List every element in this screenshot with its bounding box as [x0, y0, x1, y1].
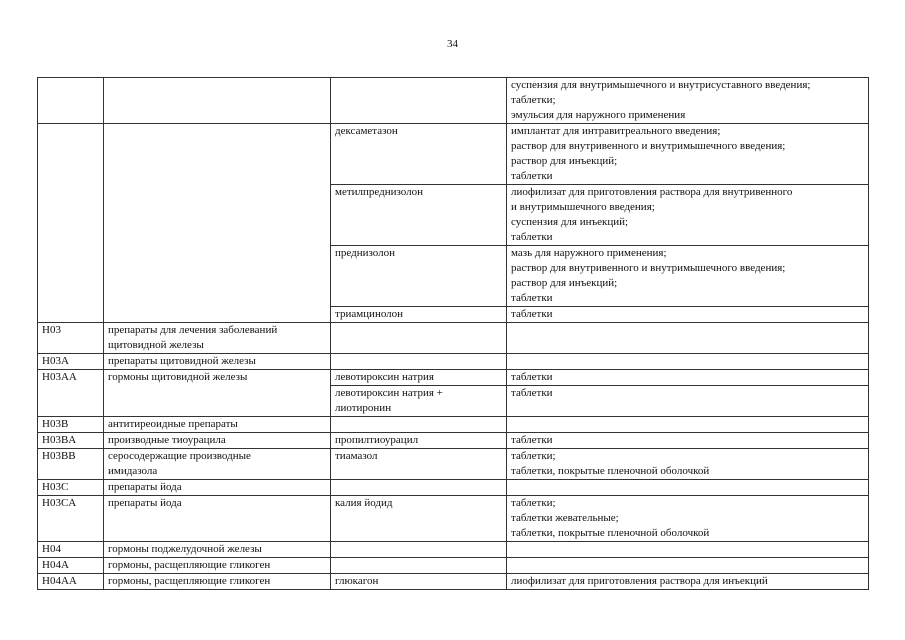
table-row: [38, 323, 869, 354]
atc-code-cell: H03C: [38, 480, 104, 496]
table-row: [38, 574, 869, 590]
drug-name-cell: метилпреднизолон: [331, 185, 507, 246]
atc-code-cell: H03BA: [38, 433, 104, 449]
table-row: [38, 496, 869, 542]
drug-name-cell: тиамазол: [331, 449, 507, 480]
group-name-cell: антитиреоидные препараты: [104, 417, 331, 433]
atc-code-cell: H03BB: [38, 449, 104, 480]
dosage-form-cell: таблетки: [507, 386, 869, 417]
drug-name-cell: глюкагон: [331, 574, 507, 590]
dosage-form-cell: таблетки; таблетки жевательные; таблетки, покрытые пленочной оболочкой: [507, 496, 869, 542]
group-name-cell: препараты для лечения заболеваний щитовидной железы: [104, 323, 331, 354]
drug-name-cell: [331, 354, 507, 370]
dosage-form-cell: [507, 417, 869, 433]
table-row: [38, 78, 869, 124]
dosage-form-cell: [507, 558, 869, 574]
atc-code-cell: H03B: [38, 417, 104, 433]
table-row: [38, 558, 869, 574]
group-name-cell: препараты йода: [104, 480, 331, 496]
dosage-form-cell: лиофилизат для приготовления раствора для внутривенного и внутримышечного введения; суспензия для инъекций; таблетки: [507, 185, 869, 246]
atc-code-cell: H04AA: [38, 574, 104, 590]
atc-code-cell: H04A: [38, 558, 104, 574]
group-name-cell: гормоны щитовидной железы: [104, 370, 331, 417]
group-name-cell: гормоны поджелудочной железы: [104, 542, 331, 558]
table-row: [38, 354, 869, 370]
drug-name-cell: [331, 78, 507, 124]
dosage-form-cell: таблетки: [507, 307, 869, 323]
dosage-form-cell: мазь для наружного применения; раствор для внутривенного и внутримышечного введения; раствор для инъекций; таблетки: [507, 246, 869, 307]
dosage-form-cell: имплантат для интравитреального введения; раствор для внутривенного и внутримышечного введения; раствор для инъекций; таблетки: [507, 124, 869, 185]
dosage-form-cell: [507, 354, 869, 370]
drug-name-cell: [331, 417, 507, 433]
group-name-cell: гормоны, расщепляющие гликоген: [104, 574, 331, 590]
dosage-form-cell: таблетки; таблетки, покрытые пленочной оболочкой: [507, 449, 869, 480]
table-row: [38, 480, 869, 496]
dosage-form-cell: суспензия для внутримышечного и внутрисуставного введения; таблетки; эмульсия для наружного применения: [507, 78, 869, 124]
drug-name-cell: преднизолон: [331, 246, 507, 307]
drug-name-cell: пропилтиоурацил: [331, 433, 507, 449]
dosage-form-cell: таблетки: [507, 433, 869, 449]
atc-code-cell: H03CA: [38, 496, 104, 542]
drug-table: [37, 77, 869, 590]
drug-name-cell: триамцинолон: [331, 307, 507, 323]
table-row: [38, 542, 869, 558]
group-name-cell: производные тиоурацила: [104, 433, 331, 449]
table-row: [38, 124, 869, 185]
dosage-form-cell: таблетки: [507, 370, 869, 386]
table-row: [38, 449, 869, 480]
drug-name-cell: [331, 542, 507, 558]
drug-name-cell: [331, 323, 507, 354]
atc-code-cell: [38, 78, 104, 124]
dosage-form-cell: [507, 323, 869, 354]
drug-name-cell: [331, 480, 507, 496]
atc-code-cell: H03A: [38, 354, 104, 370]
dosage-form-cell: [507, 480, 869, 496]
table-row: [38, 433, 869, 449]
group-name-cell: серосодержащие производные имидазола: [104, 449, 331, 480]
drug-name-cell: левотироксин натрия + лиотиронин: [331, 386, 507, 417]
drug-name-cell: калия йодид: [331, 496, 507, 542]
table-row: [38, 370, 869, 386]
table-row: [38, 417, 869, 433]
group-name-cell: [104, 124, 331, 323]
drug-name-cell: [331, 558, 507, 574]
page-number: 34: [447, 38, 458, 50]
atc-code-cell: H03: [38, 323, 104, 354]
atc-code-cell: H04: [38, 542, 104, 558]
atc-code-cell: H03AA: [38, 370, 104, 417]
group-name-cell: препараты йода: [104, 496, 331, 542]
dosage-form-cell: лиофилизат для приготовления раствора для инъекций: [507, 574, 869, 590]
group-name-cell: [104, 78, 331, 124]
atc-code-cell: [38, 124, 104, 323]
dosage-form-cell: [507, 542, 869, 558]
group-name-cell: препараты щитовидной железы: [104, 354, 331, 370]
drug-name-cell: дексаметазон: [331, 124, 507, 185]
drug-name-cell: левотироксин натрия: [331, 370, 507, 386]
group-name-cell: гормоны, расщепляющие гликоген: [104, 558, 331, 574]
